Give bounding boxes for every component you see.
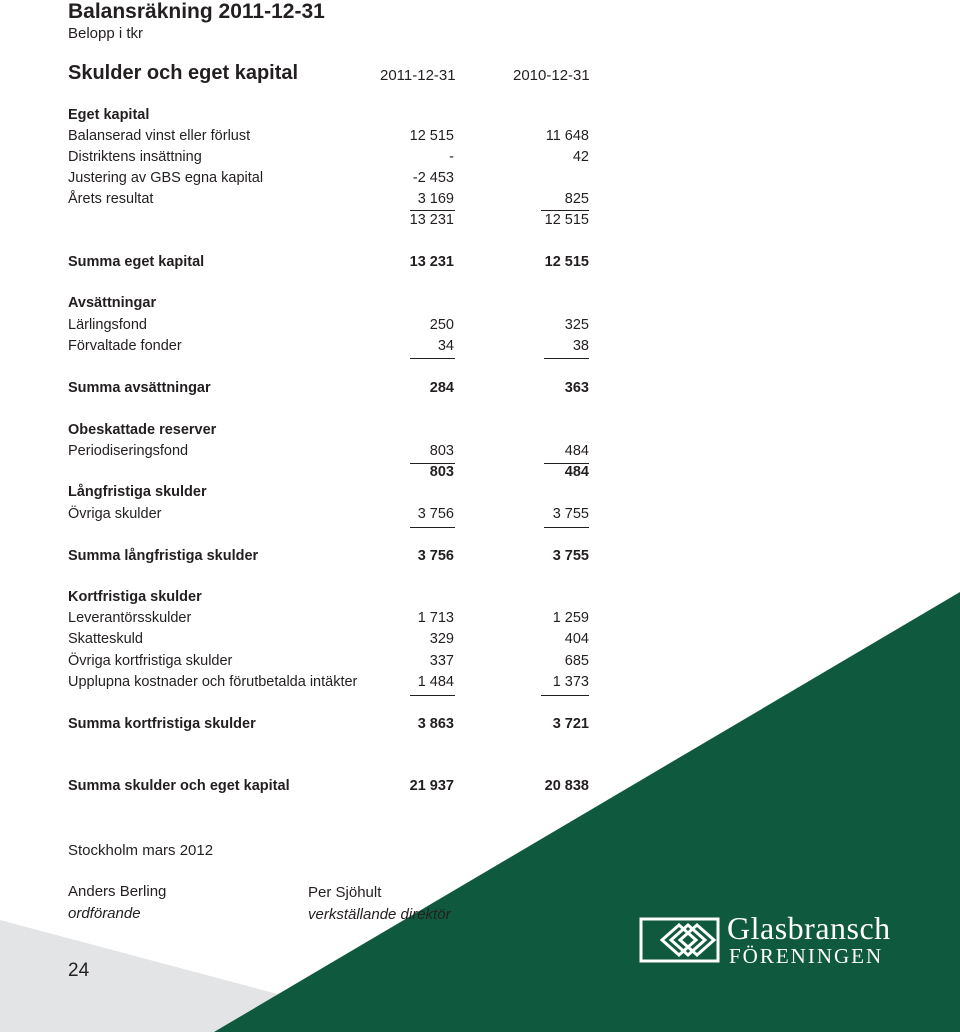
value-2010: 825 — [564, 191, 589, 207]
value-2011: - — [449, 149, 454, 165]
row-label: Kortfristiga skulder — [68, 589, 202, 605]
value-2010: 38 — [572, 338, 589, 354]
value-2010: 325 — [564, 317, 589, 333]
signer-name: Per Sjöhult — [308, 884, 382, 901]
subtotal-underline — [544, 358, 589, 359]
value-2010: 363 — [564, 380, 589, 396]
value-2011: 1 713 — [417, 610, 454, 626]
table-row — [68, 128, 590, 149]
table-row — [68, 778, 590, 799]
value-2010: 12 515 — [544, 212, 589, 228]
value-2011: 13 231 — [409, 254, 454, 270]
row-label: Årets resultat — [68, 191, 154, 207]
logo-wordmark: Glasbransch — [727, 910, 891, 946]
row-label: Leverantörsskulder — [68, 610, 192, 626]
row-label: Långfristiga skulder — [68, 484, 207, 500]
row-label: Övriga skulder — [68, 506, 162, 522]
subtotal-underline — [541, 210, 589, 211]
value-2011: 3 169 — [417, 191, 454, 207]
row-label: Summa avsättningar — [68, 380, 211, 396]
table-row — [68, 422, 590, 443]
value-2011: 34 — [437, 338, 454, 354]
value-2010: 12 515 — [544, 254, 589, 270]
table-row — [68, 674, 590, 695]
row-label: Avsättningar — [68, 295, 157, 311]
logo-subtitle: FÖRENINGEN — [729, 944, 884, 968]
row-label: Övriga kortfristiga skulder — [68, 653, 233, 669]
row-label: Distriktens insättning — [68, 149, 202, 165]
table-row — [68, 548, 590, 569]
signer-role: verkställande direktör — [308, 906, 451, 923]
table-row — [68, 338, 590, 359]
value-2011: 337 — [429, 653, 454, 669]
value-2011: 803 — [429, 464, 454, 480]
table-row — [68, 631, 590, 652]
table-row — [68, 716, 590, 737]
subtotal-underline — [410, 358, 455, 359]
value-2011: 250 — [429, 317, 454, 333]
row-label: Skatteskuld — [68, 631, 143, 647]
row-label: Balanserad vinst eller förlust — [68, 128, 251, 144]
table-row — [68, 170, 590, 191]
row-label: Lärlingsfond — [68, 317, 147, 333]
value-2010: 1 373 — [552, 674, 589, 690]
table-row — [68, 380, 590, 401]
value-2010: 1 259 — [552, 610, 589, 626]
value-2010: 42 — [572, 149, 589, 165]
value-2011: 284 — [429, 380, 454, 396]
value-2010: 11 648 — [545, 128, 589, 144]
value-2011: 803 — [429, 443, 454, 459]
signer-role: ordförande — [68, 905, 141, 922]
row-label: Summa långfristiga skulder — [68, 548, 259, 564]
table-row — [68, 653, 590, 674]
value-2011: -2 453 — [412, 170, 454, 186]
table-row — [68, 464, 590, 485]
table-row — [68, 107, 590, 128]
subtotal-underline — [410, 527, 455, 528]
table-row — [68, 254, 590, 275]
page-title: Balansräkning 2011-12-31 — [68, 0, 325, 23]
signer-name: Anders Berling — [68, 883, 167, 900]
table-row — [68, 212, 590, 233]
table-row — [68, 149, 590, 170]
row-label: Upplupna kostnader och förutbetalda intäkter — [68, 674, 358, 690]
value-2010: 20 838 — [544, 778, 589, 794]
row-label: Periodiseringsfond — [68, 443, 189, 459]
currency-note: Belopp i tkr — [68, 25, 144, 42]
subtotal-underline — [541, 695, 589, 696]
value-2010: 484 — [564, 443, 589, 459]
value-2010: 685 — [564, 653, 589, 669]
row-label: Förvaltade fonder — [68, 338, 182, 354]
table-row — [68, 317, 590, 338]
value-2011: 3 756 — [417, 506, 454, 522]
value-2010: 3 755 — [552, 548, 589, 564]
table-row — [68, 506, 590, 527]
value-2011: 21 937 — [409, 778, 454, 794]
table-row — [68, 191, 590, 212]
value-2010: 484 — [564, 464, 589, 480]
value-2011: 3 756 — [417, 548, 454, 564]
place-date: Stockholm mars 2012 — [68, 842, 214, 859]
section-title: Skulder och eget kapital — [68, 62, 299, 84]
table-row — [68, 610, 590, 631]
column-header-2011: 2011-12-31 — [380, 67, 456, 84]
value-2010: 404 — [564, 631, 589, 647]
value-2011: 1 484 — [417, 674, 454, 690]
subtotal-underline — [410, 695, 455, 696]
row-label: Justering av GBS egna kapital — [68, 170, 264, 186]
table-row — [68, 443, 590, 464]
page-number: 24 — [68, 960, 90, 981]
row-label: Eget kapital — [68, 107, 150, 123]
value-2011: 3 863 — [417, 716, 454, 732]
row-label: Obeskattade reserver — [68, 422, 217, 438]
value-2010: 3 755 — [552, 506, 589, 522]
subtotal-underline — [544, 527, 589, 528]
table-row — [68, 295, 590, 316]
table-row — [68, 589, 590, 610]
value-2011: 13 231 — [409, 212, 454, 228]
subtotal-underline — [410, 210, 455, 211]
value-2011: 12 515 — [409, 128, 454, 144]
row-label: Summa eget kapital — [68, 254, 205, 270]
value-2010: 3 721 — [552, 716, 589, 732]
value-2011: 329 — [429, 631, 454, 647]
row-label: Summa kortfristiga skulder — [68, 716, 256, 732]
column-header-2010: 2010-12-31 — [513, 67, 590, 84]
row-label: Summa skulder och eget kapital — [68, 778, 290, 794]
table-row — [68, 484, 590, 505]
